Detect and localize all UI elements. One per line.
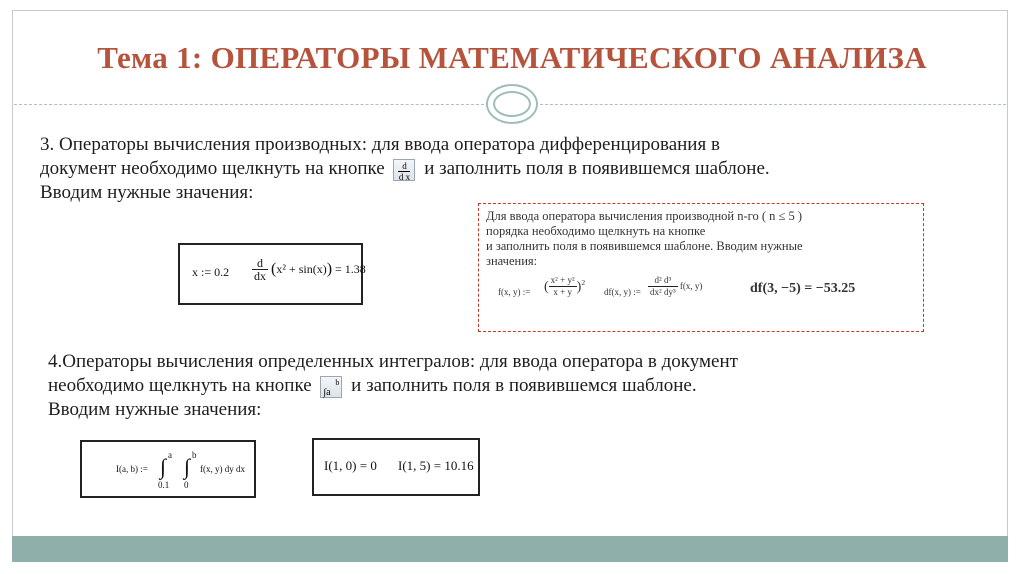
section-4-line3: Вводим нужные значения: [48, 399, 262, 420]
df-def-lhs: df(x, y) := [604, 287, 641, 297]
section-3-line2-end: и заполнить поля в появившемся шаблоне. [424, 158, 770, 179]
section-4-line2-end: и заполнить поля в появившемся шаблоне. [351, 375, 697, 396]
df-def-fraction [648, 275, 702, 298]
title-divider-right [540, 104, 1006, 105]
section-4-line2-start: необходимо щелкнуть на кнопке [48, 375, 312, 396]
f-def-fraction: ( $\frac{\text{x² + y²}}{x + y}$ )$^2$ [544, 275, 586, 298]
derivative-result: = 1.38 [335, 262, 366, 276]
section-4-line2 [48, 374, 948, 398]
footer-band [12, 536, 1008, 562]
integral-button-top: b [335, 377, 340, 387]
upper-limit-1: a [168, 450, 172, 460]
derivative-expression: $\frac{d}{dx}$ (x² + sin(x)) = 1.38 [254, 256, 366, 283]
ornament-ring-icon [486, 84, 538, 124]
derivative-example-box [178, 243, 366, 305]
upper-limit-2: b [192, 450, 197, 460]
slide-title: Тема 1: ОПЕРАТОРЫ МАТЕМАТИЧЕСКОГО АНАЛИЗА [97, 40, 927, 75]
derivative-operator [252, 257, 268, 282]
f-def-lhs: f(x, y) := [498, 287, 531, 297]
title-divider-left [14, 104, 484, 105]
integral-results-box [312, 438, 480, 496]
integrand: f(x, y) dy dx [200, 464, 245, 474]
derivative-d: d [252, 257, 268, 270]
nth-derivative-note [478, 203, 924, 332]
df-tail: f(x, y) [679, 281, 703, 291]
section-3-line2-start: документ необходимо щелкнуть на кнопке [40, 158, 385, 179]
section-4-line1: 4.Операторы вычисления определенных интегралов: для ввода оператора в документ [48, 351, 738, 372]
section-4-text [48, 350, 948, 422]
section-3-line1: 3. Операторы вычисления производных: для ввода оператора дифференцирования в [40, 134, 720, 155]
integral-lhs: I(a, b) := [116, 464, 148, 474]
section-3-text [40, 133, 960, 205]
note-math-row [486, 273, 916, 313]
f-num: x² + y² [550, 275, 575, 286]
integral-button-bottom: ∫a [323, 386, 331, 398]
note-line4: значения: [486, 254, 538, 268]
df-den: dx² dy³ [650, 287, 676, 297]
section-3-line3: Вводим нужные значения: [40, 182, 254, 203]
df-num: d² d³ [648, 275, 678, 287]
derivative-button-top: d [398, 161, 410, 172]
section-3-line2 [40, 157, 960, 181]
note-line3: и заполнить поля в появившемся шаблоне. Вводим нужные [486, 239, 803, 253]
lower-limit-2: 0 [184, 480, 189, 490]
assign-x: x := 0.2 [192, 265, 230, 279]
note-line1: Для ввода оператора вычисления производной n-го ( n ≤ 5 ) [486, 209, 803, 223]
integral-result-1: I(1, 0) = 0 [324, 458, 377, 473]
derivative-body: x² + sin(x) [276, 262, 327, 276]
df-result: df(3, −5) = −53.25 [750, 281, 856, 296]
integral-button-icon[interactable] [320, 376, 342, 398]
note-line2: порядка необходимо щелкнуть на кнопке [486, 224, 706, 238]
integral-result-2: I(1, 5) = 10.16 [398, 458, 474, 473]
derivative-button-bottom: d x [398, 171, 411, 182]
f-den: x + y [553, 287, 572, 298]
integral-definition-box: I(a, b) := a ∫ 0.1 b ∫ 0 f(x, y) dy dx [80, 440, 256, 498]
derivative-button-icon[interactable] [393, 159, 415, 181]
derivative-dx: dx [254, 269, 266, 283]
lower-limit-1: 0.1 [158, 480, 170, 490]
